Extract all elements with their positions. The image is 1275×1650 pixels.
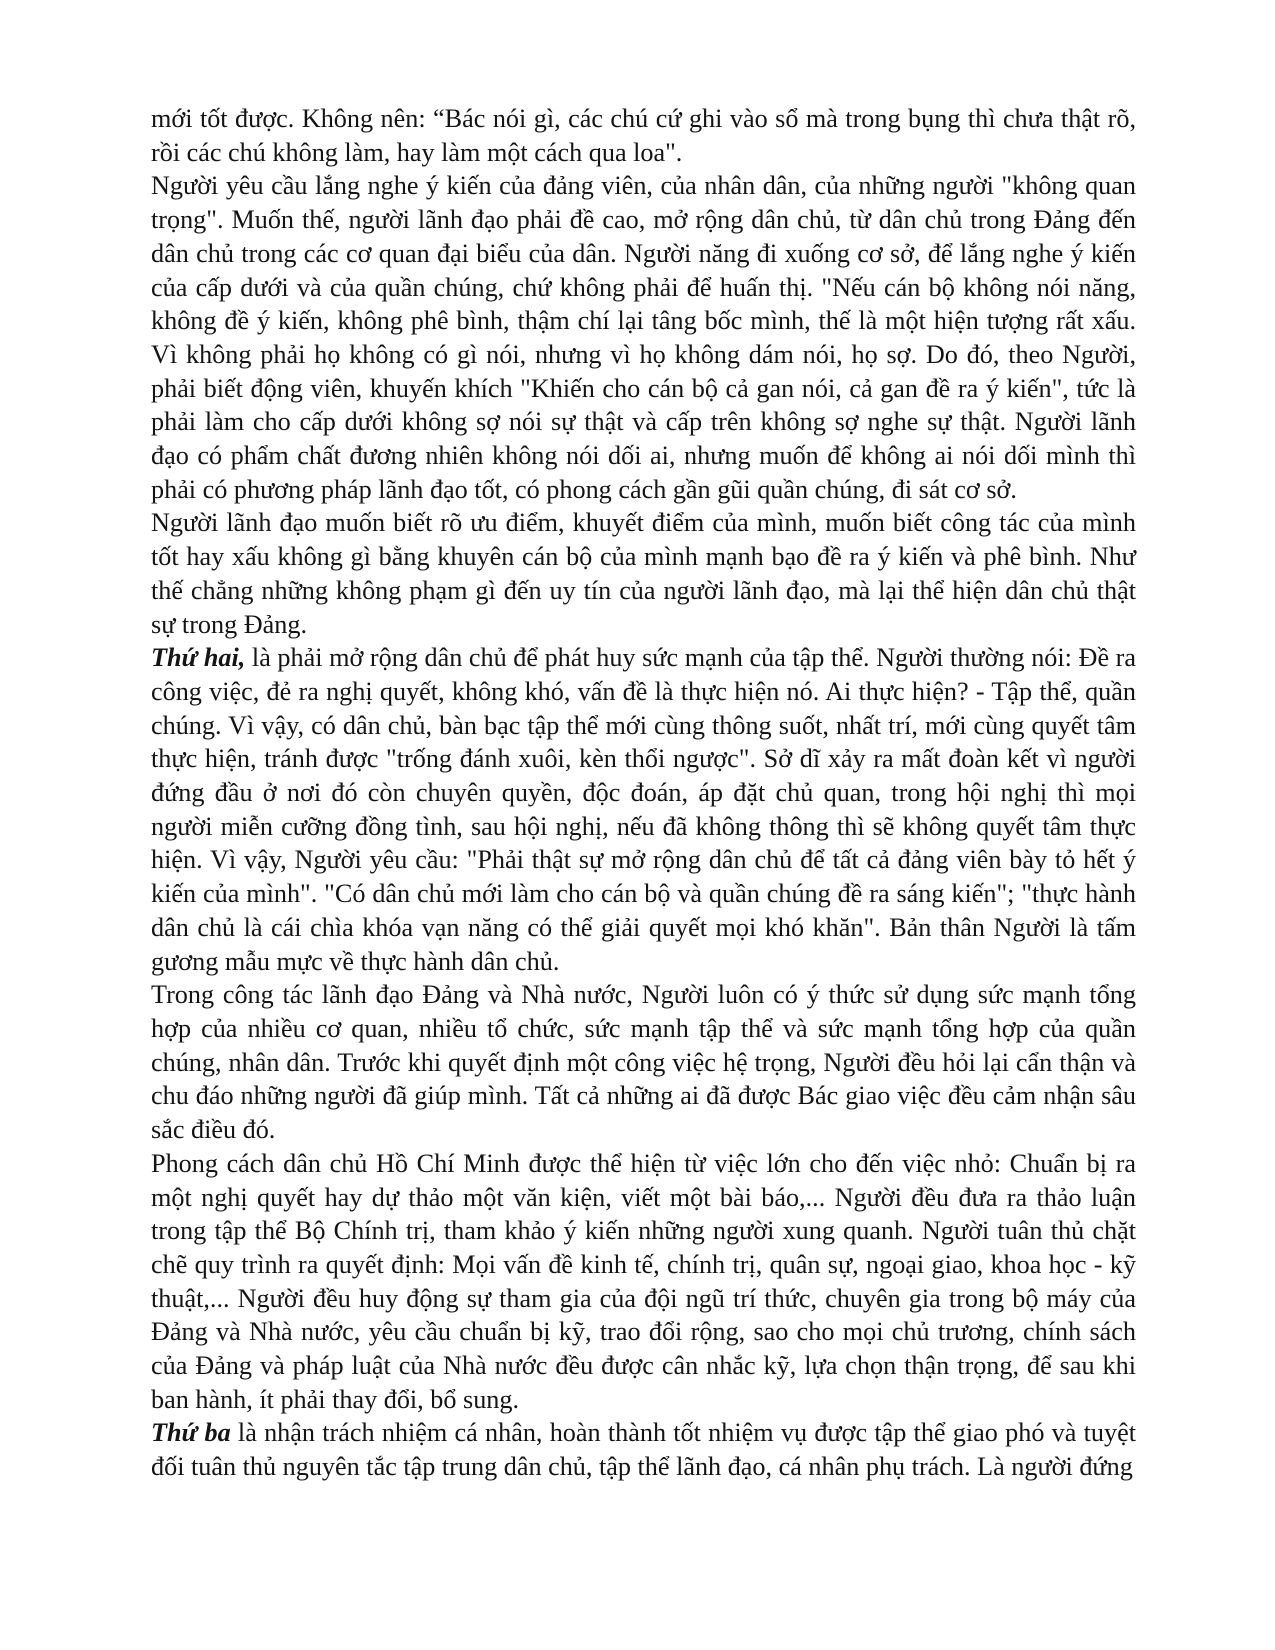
paragraph-lead: Thứ ba xyxy=(151,1418,231,1448)
paragraph-5 xyxy=(151,978,1136,1147)
paragraph-text: mới tốt được. Không nên: “Bác nói gì, các chú cứ ghi vào sổ mà trong bụng thì chưa thật rõ, rồi các chú không làm, hay làm một cách qua loa". xyxy=(151,104,1136,167)
paragraph-2 xyxy=(151,169,1136,506)
paragraph-7 xyxy=(151,1416,1136,1483)
paragraph-4 xyxy=(151,641,1136,978)
paragraph-text: là phải mở rộng dân chủ để phát huy sức mạnh của tập thể. Người thường nói: Đề ra công việc, đẻ ra nghị quyết, không khó, vấn đề là thực hiện nó. Ai thực hiện? - Tập thể, quần chúng. Vì vậy, có dân chủ, bàn bạc tập thể mới cùng thông suốt, nhất trí, mới cùng quyết tâm thực hiện, tránh được "trống đánh xuôi, kèn thổi ngược". Sở dĩ xảy ra mất đoàn kết vì người đứng đầu ở nơi đó còn chuyên quyền, độc đoán, áp đặt chủ quan, trong hội nghị thì mọi người miễn cưỡng đồng tình, sau hội nghị, nếu đã không thông thì sẽ không quyết tâm thực hiện. Vì vậy, Người yêu cầu: "Phải thật sự mở rộng dân chủ để tất cả đảng viên bày tỏ hết ý kiến của mình". "Có dân chủ mới làm cho cán bộ và quần chúng đề ra sáng kiến"; "thực hành dân chủ là cái chìa khóa vạn năng có thể giải quyết mọi khó khăn". Bản thân Người là tấm gương mẫu mực về thực hành dân chủ. xyxy=(151,643,1137,976)
paragraph-text: Phong cách dân chủ Hồ Chí Minh được thể hiện từ việc lớn cho đến việc nhỏ: Chuẩn bị ra một nghị quyết hay dự thảo một văn kiện, viết một bài báo,... Người đều đưa ra thảo luận trong tập thể Bộ Chính trị, tham khảo ý kiến những người xung quanh. Người tuân thủ chặt chẽ quy trình ra quyết định: Mọi vấn đề kinh tế, chính trị, quân sự, ngoại giao, khoa học - kỹ thuật,... Người đều huy động sự tham gia của đội ngũ trí thức, chuyên gia trong bộ máy của Đảng và Nhà nước, yêu cầu chuẩn bị kỹ, trao đổi rộng, sao cho mọi chủ trương, chính sách của Đảng và pháp luật của Nhà nước đều được cân nhắc kỹ, lựa chọn thận trọng, để sau khi ban hành, ít phải thay đổi, bổ sung. xyxy=(151,1148,1136,1414)
paragraph-text: Người yêu cầu lắng nghe ý kiến của đảng viên, của nhân dân, của những người "không quan trọng". Muốn thế, người lãnh đạo phải đề cao, mở rộng dân chủ, từ dân chủ trong Đảng đến dân chủ trong các cơ quan đại biểu của dân. Người năng đi xuống cơ sở, để lắng nghe ý kiến của cấp dưới và của quần chúng, chứ không phải để huấn thị. "Nếu cán bộ không nói năng, không đề ý kiến, không phê bình, thậm chí lại tâng bốc mình, thế là một hiện tượng rất xấu. Vì không phải họ không có gì nói, nhưng vì họ không dám nói, họ sợ. Do đó, theo Người, phải biết động viên, khuyến khích "Khiến cho cán bộ cả gan nói, cả gan đề ra ý kiến", tức là phải làm cho cấp dưới không sợ nói sự thật và cấp trên không sợ nghe sự thật. Người lãnh đạo có phẩm chất đương nhiên không nói dối ai, nhưng muốn để không ai nói dối mình thì phải có phương pháp lãnh đạo tốt, có phong cách gần gũi quần chúng, đi sát cơ sở. xyxy=(151,171,1136,504)
paragraph-6 xyxy=(151,1147,1136,1417)
paragraph-text: Trong công tác lãnh đạo Đảng và Nhà nước, Người luôn có ý thức sử dụng sức mạnh tổng hợp của nhiều cơ quan, nhiều tổ chức, sức mạnh tập thể và sức mạnh tổng hợp của quần chúng, nhân dân. Trước khi quyết định một công việc hệ trọng, Người đều hỏi lại cẩn thận và chu đáo những người đã giúp mình. Tất cả những ai đã được Bác giao việc đều cảm nhận sâu sắc điều đó. xyxy=(151,980,1136,1145)
paragraph-text: Người lãnh đạo muốn biết rõ ưu điểm, khuyết điểm của mình, muốn biết công tác của mình tốt hay xấu không gì bằng khuyên cán bộ của mình mạnh bạo đề ra ý kiến và phê bình. Như thế chẳng những không phạm gì đến uy tín của người lãnh đạo, mà lại thể hiện dân chủ thật sự trong Đảng. xyxy=(151,508,1136,639)
document-body xyxy=(151,102,1136,1484)
paragraph-lead: Thứ hai, xyxy=(151,643,246,673)
paragraph-text: là nhận trách nhiệm cá nhân, hoàn thành tốt nhiệm vụ được tập thể giao phó và tuyệt đối tuân thủ nguyên tắc tập trung dân chủ, tập thể lãnh đạo, cá nhân phụ trách. Là người đứng xyxy=(151,1418,1136,1482)
paragraph-1 xyxy=(151,102,1136,169)
paragraph-3 xyxy=(151,506,1136,641)
